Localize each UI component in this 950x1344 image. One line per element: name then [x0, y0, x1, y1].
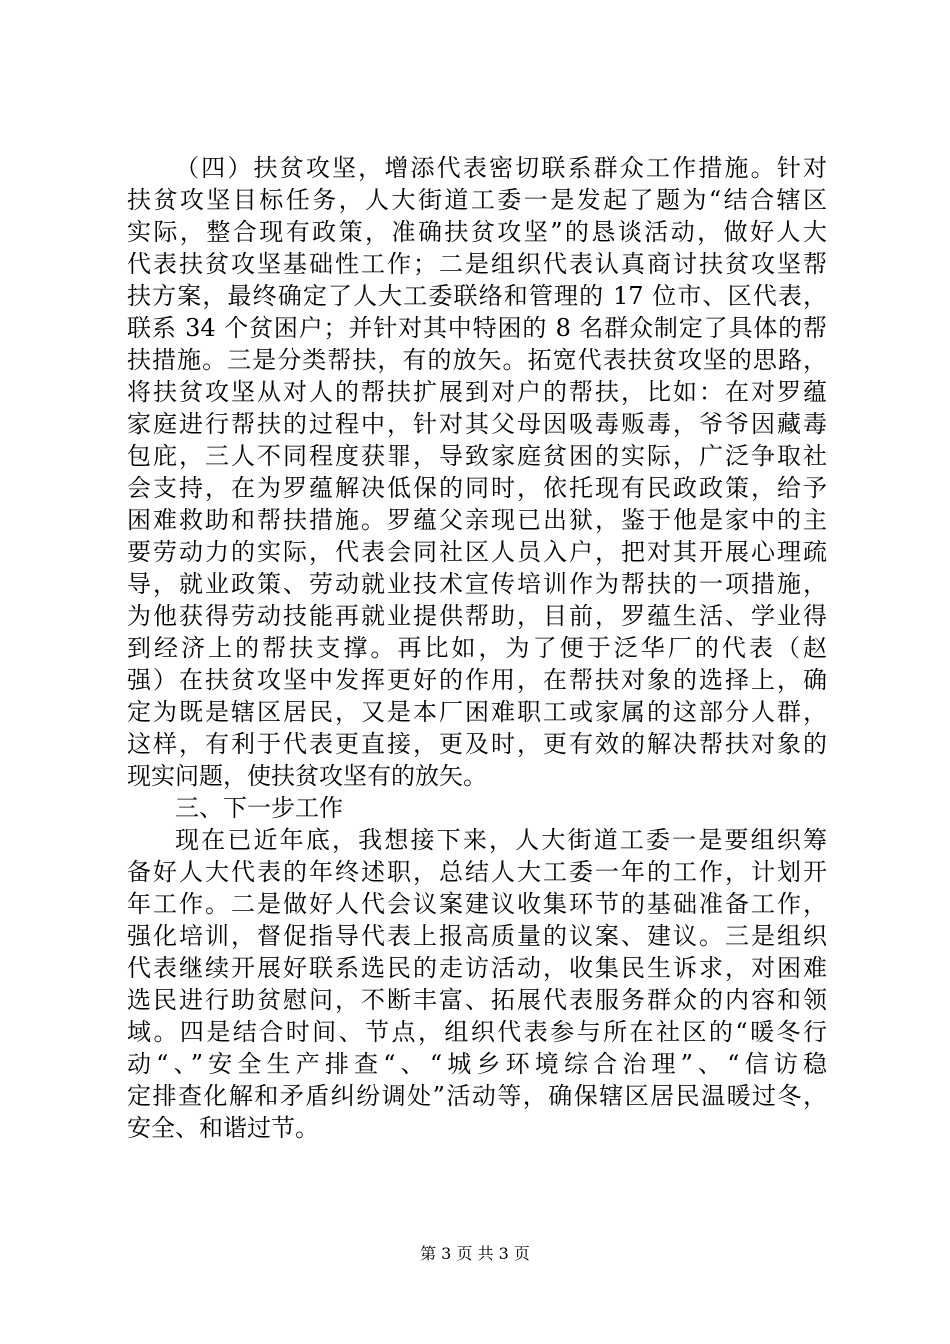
text-line: 动“、”安全生产排查“、“城乡环境综合治理”、“信访稳	[127, 1050, 827, 1078]
text-line: 困难救助和帮扶措施。罗蕴父亲现已出狱，鉴于他是家中的主	[127, 506, 827, 534]
text-line: 代表继续开展好联系选民的走访活动，收集民生诉求，对困难	[127, 954, 827, 982]
text-line: 包庇，三人不同程度获罪，导致家庭贫困的实际，广泛争取社	[127, 442, 827, 470]
text-line: 年工作。二是做好人代会议案建议收集环节的基础准备工作，	[127, 890, 827, 918]
text-line: 实际，整合现有政策，准确扶贫攻坚”的恳谈活动，做好人大	[127, 218, 827, 246]
text-line: 域。四是结合时间、节点，组织代表参与所在社区的“暖冬行	[127, 1018, 827, 1046]
text-line: 安全、和谐过节。	[127, 1114, 319, 1142]
text-line: 现在已近年底，我想接下来，人大街道工委一是要组织筹	[175, 826, 827, 854]
text-line: 定为既是辖区居民，又是本厂困难职工或家属的这部分人群，	[127, 698, 827, 726]
text-line: 选民进行助贫慰问，不断丰富、拓展代表服务群众的内容和领	[127, 986, 827, 1014]
text-line: 为他获得劳动技能再就业提供帮助，目前，罗蕴生活、学业得	[127, 602, 827, 630]
text-line: 代表扶贫攻坚基础性工作；二是组织代表认真商讨扶贫攻坚帮	[127, 250, 827, 278]
text-line: 家庭进行帮扶的过程中，针对其父母因吸毒贩毒，爷爷因藏毒	[127, 410, 827, 438]
text-line: 扶方案，最终确定了人大工委联络和管理的 17 位市、区代表，	[127, 282, 827, 310]
text-line: 现实问题，使扶贫攻坚有的放矢。	[127, 762, 487, 790]
text-line: 将扶贫攻坚从对人的帮扶扩展到对户的帮扶，比如：在对罗蕴	[127, 378, 827, 406]
text-line: 这样，有利于代表更直接，更及时，更有效的解决帮扶对象的	[127, 730, 827, 758]
text-line: 扶贫攻坚目标任务，人大街道工委一是发起了题为“结合辖区	[127, 186, 827, 214]
text-line: 要劳动力的实际，代表会同社区人员入户，把对其开展心理疏	[127, 538, 827, 566]
page-number: 第 3 页 共 3 页	[420, 1244, 530, 1263]
text-line: 备好人大代表的年终述职，总结人大工委一年的工作，计划开	[127, 858, 827, 886]
text-line: 会支持，在为罗蕴解决低保的同时，依托现有民政政策，给予	[127, 474, 827, 502]
text-line: 强）在扶贫攻坚中发挥更好的作用，在帮扶对象的选择上，确	[127, 666, 827, 694]
section-heading: 三、下一步工作	[175, 794, 343, 822]
text-line: 到经济上的帮扶支撑。再比如，为了便于泛华厂的代表（赵	[127, 634, 827, 662]
text-line: 扶措施。三是分类帮扶，有的放矢。拓宽代表扶贫攻坚的思路，	[127, 346, 827, 374]
text-line: 联系 34 个贫困户；并针对其中特困的 8 名群众制定了具体的帮	[127, 314, 827, 342]
text-line: 强化培训，督促指导代表上报高质量的议案、建议。三是组织	[127, 922, 827, 950]
text-line: （四）扶贫攻坚，增添代表密切联系群众工作措施。针对	[175, 154, 827, 182]
text-line: 导，就业政策、劳动就业技术宣传培训作为帮扶的一项措施，	[127, 570, 827, 598]
text-line: 定排查化解和矛盾纠纷调处”活动等，确保辖区居民温暖过冬，	[127, 1082, 827, 1110]
